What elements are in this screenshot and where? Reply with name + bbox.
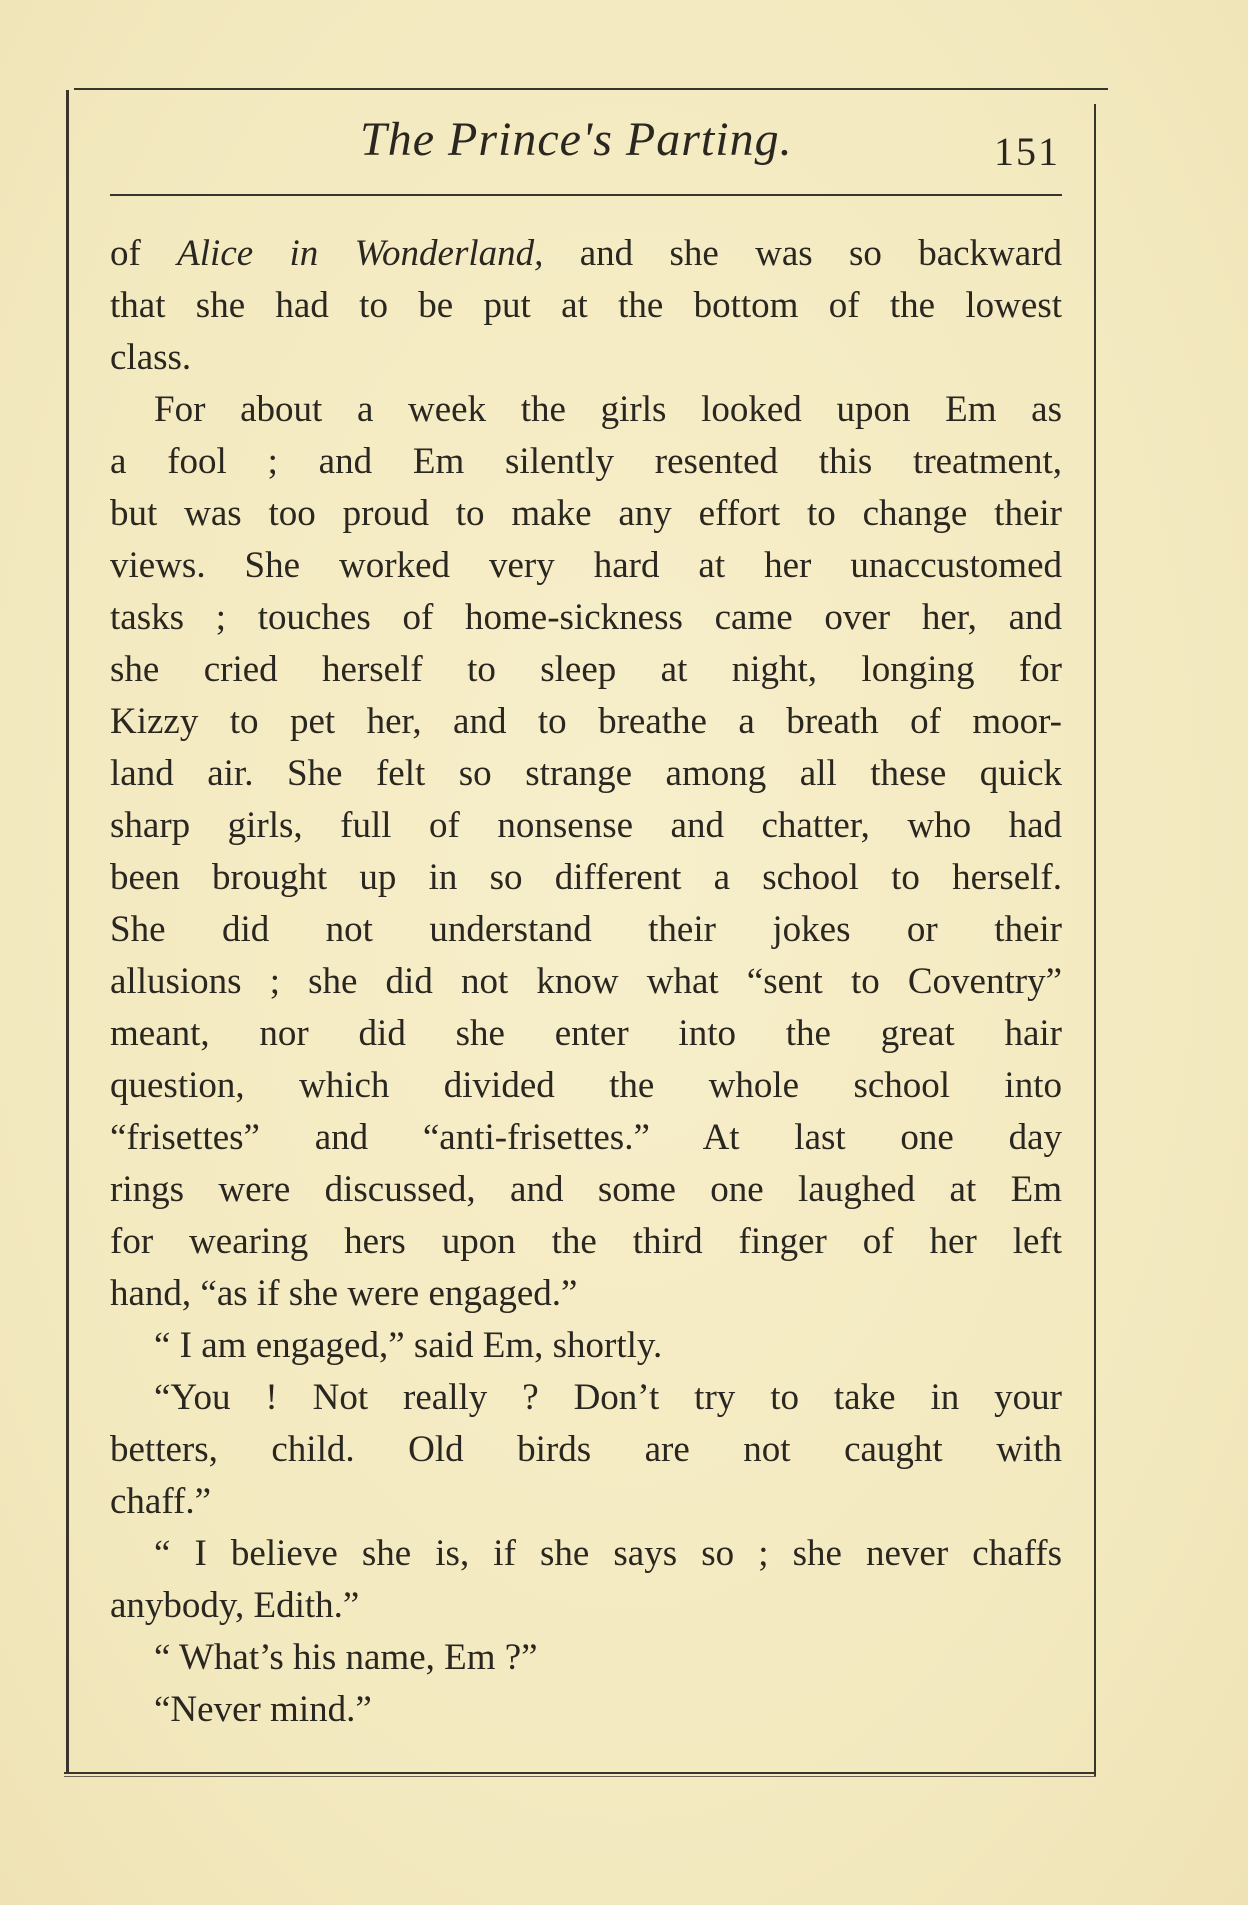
header-rule — [110, 194, 1062, 196]
text-line: anybody, Edith.” — [110, 1585, 360, 1626]
text-line: she cried herself to sleep at night, longing for — [110, 649, 1062, 690]
text-line: land air. She felt so strange among all these quick — [110, 753, 1062, 794]
frame-bottom-border-inner — [64, 1776, 1096, 1777]
dialogue-line: “ I believe she is, if she says so ; she never chaffs — [154, 1533, 1062, 1574]
book-title: Alice in Wonderland, — [177, 233, 544, 274]
text-line: allusions ; she did not know what “sent to Coventry” — [110, 961, 1062, 1002]
dialogue-line: “ What’s his name, Em ?” — [154, 1637, 538, 1678]
text-line: betters, child. Old birds are not caught with — [110, 1429, 1062, 1470]
text-line: that she had to be put at the bottom of the lowest — [110, 285, 1062, 326]
text-line: for wearing hers upon the third finger of her left — [110, 1221, 1062, 1262]
page-number: 151 — [994, 129, 1060, 174]
line-text: and she was so backward — [543, 233, 1062, 274]
paragraph-start: For about a week the girls looked upon Em as — [154, 389, 1062, 430]
frame-left-border — [66, 90, 69, 1772]
frame-right-border — [1094, 104, 1096, 1776]
frame-top-border — [74, 88, 1108, 90]
frame-bottom-border — [64, 1772, 1096, 1774]
body-text — [110, 228, 1062, 1736]
text-line: tasks ; touches of home-sickness came over her, and — [110, 597, 1062, 638]
dialogue-line: “You ! Not really ? Don’t try to take in your — [154, 1377, 1062, 1418]
text-line: hand, “as if she were engaged.” — [110, 1273, 578, 1314]
page-header — [110, 112, 1070, 172]
text-line: class. — [110, 337, 192, 378]
text-line: meant, nor did she enter into the great hair — [110, 1013, 1062, 1054]
text-line: “frisettes” and “anti-frisettes.” At last one day — [110, 1117, 1062, 1158]
text-line: been brought up in so different a school to herself. — [110, 857, 1062, 898]
text-line: rings were discussed, and some one laughed at Em — [110, 1169, 1062, 1210]
text-line: She did not understand their jokes or their — [110, 909, 1062, 950]
text-line: views. She worked very hard at her unaccustomed — [110, 545, 1062, 586]
text-line: Kizzy to pet her, and to breathe a breath of moor- — [110, 701, 1062, 742]
text-line — [110, 228, 1062, 280]
line-text: of — [110, 233, 178, 274]
dialogue-line: “Never mind.” — [154, 1689, 372, 1730]
running-title: The Prince's Parting. — [360, 113, 793, 166]
text-line: chaff.” — [110, 1481, 211, 1522]
text-line: but was too proud to make any effort to change their — [110, 493, 1062, 534]
text-line: question, which divided the whole school into — [110, 1065, 1062, 1106]
text-line: a fool ; and Em silently resented this treatment, — [110, 441, 1062, 482]
text-line: sharp girls, full of nonsense and chatter, who had — [110, 805, 1062, 846]
dialogue-line: “ I am engaged,” said Em, shortly. — [154, 1325, 663, 1366]
